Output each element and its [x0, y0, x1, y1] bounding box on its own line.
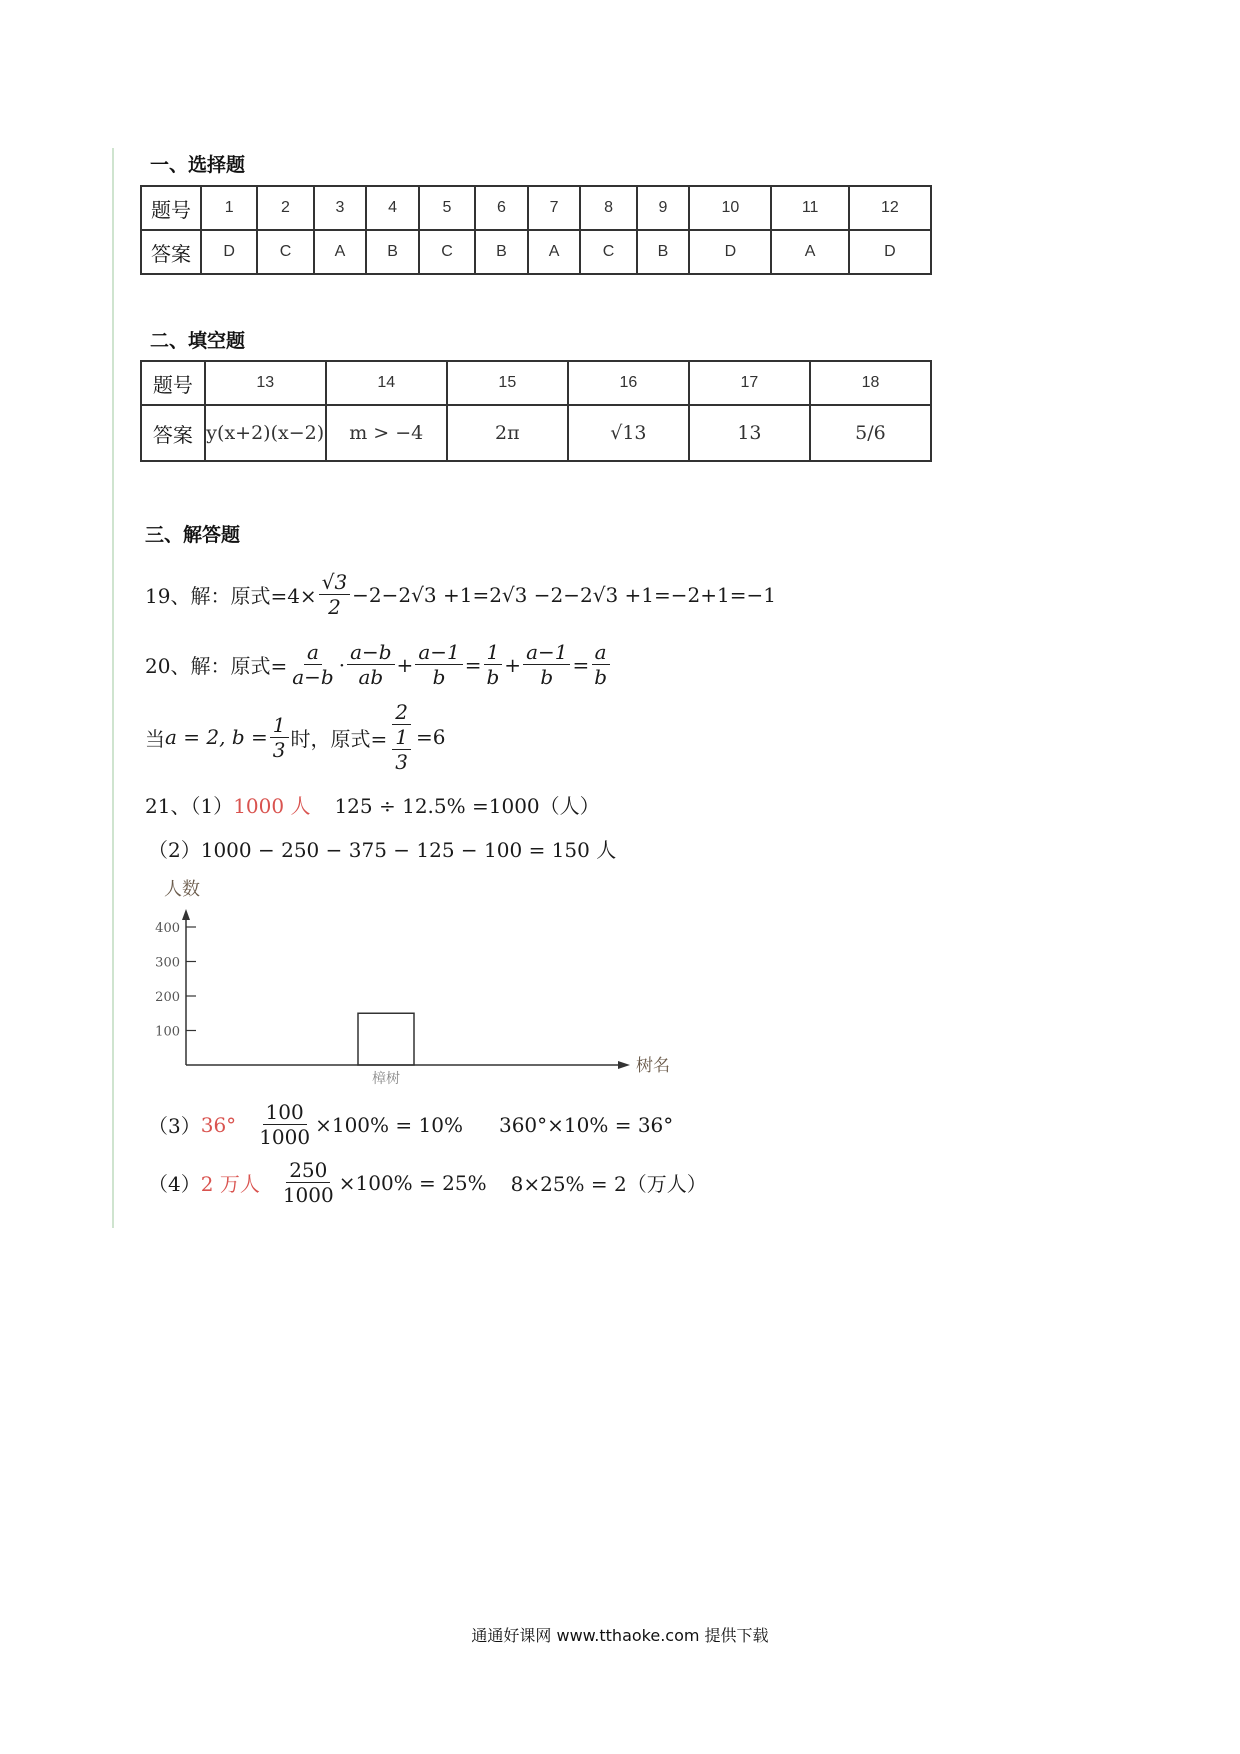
choice-number-cell-10: 10 [689, 186, 771, 230]
q21-1-work: 125 ÷ 12.5% =1000（人） [334, 794, 600, 818]
choice-answer-cell-11: A [771, 230, 848, 274]
q19-f1-num: √3 [319, 570, 350, 595]
q20b-r-den-den: 3 [395, 750, 408, 774]
fill-number-cell-6: 18 [810, 361, 931, 405]
choice-answer-cell-6: B [475, 230, 528, 274]
q20-eq1: = [464, 652, 482, 677]
q20b-b-frac [270, 713, 289, 762]
row-head-answer: 答案 [141, 405, 205, 461]
y-tick-label: 100 [155, 1024, 180, 1040]
q19-fraction [319, 570, 350, 619]
q20-f1 [289, 640, 336, 689]
q20-f6 [591, 640, 610, 689]
q21-3-rest: ×100% = 10% [315, 1112, 463, 1137]
q21-4-f-num: 250 [286, 1158, 330, 1183]
x-axis-label: 树名 [636, 1056, 670, 1076]
q20-plus: + [396, 652, 414, 677]
row-head-number: 题号 [141, 361, 205, 405]
fill-number-cell-4: 16 [568, 361, 689, 405]
q20-f3-num: a−1 [415, 640, 462, 665]
choice-answer-table [140, 185, 932, 275]
section2-title: 二、填空题 [150, 330, 246, 352]
q20b-r-den-frac [392, 725, 411, 774]
q20-f3-den: b [432, 665, 446, 689]
bar-chart [140, 875, 680, 1090]
choice-number-cell-3: 3 [314, 186, 367, 230]
choice-answer-cell-10: D [689, 230, 771, 274]
q20b-r-den [389, 725, 414, 774]
fill-number-cell-5: 17 [689, 361, 810, 405]
q21-4-fraction [280, 1158, 337, 1207]
choice-answer-cell-4: B [366, 230, 419, 274]
section3-title: 三、解答题 [145, 524, 241, 546]
q19-f1-den: 2 [328, 595, 341, 619]
choice-answer-cell-7: A [528, 230, 581, 274]
q20-f2-den: ab [358, 665, 384, 689]
bar [358, 1013, 414, 1065]
x-axis-arrow [618, 1061, 630, 1069]
footer-text: 通通好课网 www.tthaoke.com 提供下载 [471, 1626, 769, 1645]
choice-answer-cell-1: D [201, 230, 257, 274]
q21-3-prefix: （3） [148, 1114, 201, 1138]
q21-1-prefix: 21、（1） [145, 794, 234, 818]
choice-number-cell-4: 4 [366, 186, 419, 230]
q20-f2 [347, 640, 394, 689]
q20b-r-num: 2 [392, 700, 411, 725]
fill-answer-cell-6: 5/6 [810, 405, 931, 461]
choice-number-cell-7: 7 [528, 186, 581, 230]
q20-f5-den: b [540, 665, 554, 689]
q20-f4-num: 1 [484, 640, 503, 665]
row-head-number: 题号 [141, 186, 201, 230]
margin-line [112, 148, 114, 1228]
q21-2-text: （2）1000 − 250 − 375 − 125 − 100 = 150 人 [148, 838, 617, 862]
row-head-answer: 答案 [141, 230, 201, 274]
q21-4-prefix: （4） [148, 1172, 201, 1196]
q21-4-f-den: 1000 [282, 1183, 334, 1207]
q20-eq2: = [572, 652, 590, 677]
q20b-cond: a = 2, b = [165, 725, 268, 749]
q20b-prefix: 当 [145, 726, 165, 751]
fill-answer-table [140, 360, 932, 462]
section1-title: 一、选择题 [150, 154, 246, 176]
q21-3-line [148, 1100, 673, 1149]
fill-answer-cell-5: 13 [689, 405, 810, 461]
choice-number-cell-6: 6 [475, 186, 528, 230]
q20-f5-num: a−1 [523, 640, 570, 665]
q21-3-f-den: 1000 [259, 1125, 311, 1149]
q21-2-line [148, 834, 616, 863]
y-axis-label: 人数 [164, 879, 200, 900]
choice-answer-cell-8: C [580, 230, 636, 274]
choice-answer-cell-5: C [419, 230, 475, 274]
x-category-label: 樟树 [372, 1071, 400, 1087]
q20-prefix: 20、解：原式= [145, 654, 288, 678]
fill-number-cell-3: 15 [447, 361, 568, 405]
q21-1-answer: 1000 人 [233, 794, 311, 818]
choice-number-cell-5: 5 [419, 186, 475, 230]
fill-answer-cell-2: m > −4 [326, 405, 447, 461]
q20-f6-num: a [592, 640, 610, 665]
q20b-mid: 时，原式= [290, 726, 388, 751]
q20-dot: · [338, 652, 346, 677]
q21-4-line [148, 1158, 707, 1207]
q20b-result-frac [389, 700, 414, 774]
q20-f3 [415, 640, 462, 689]
q20-f1-den: a−b [292, 665, 334, 689]
q19-rest: −2−2√3 +1=2√3 −2−2√3 +1=−2+1=−1 [352, 582, 776, 607]
q20-f4 [483, 640, 502, 689]
y-tick-label: 400 [155, 921, 180, 936]
q20-condition-line [145, 700, 445, 774]
q20-f6-den: b [594, 665, 608, 689]
choice-answer-cell-12: D [849, 230, 931, 274]
y-axis-arrow [182, 909, 190, 920]
choice-answer-cell-3: A [314, 230, 367, 274]
fill-answer-cell-1: y(x+2)(x−2) [205, 405, 326, 461]
choice-number-cell-12: 12 [849, 186, 931, 230]
fill-number-cell-1: 13 [205, 361, 326, 405]
q21-4-rest: ×100% = 25% [338, 1170, 487, 1195]
q20-f4-den: b [486, 665, 500, 689]
q21-1-line [145, 790, 600, 819]
q21-3-answer: 36° [200, 1112, 237, 1137]
choice-number-cell-9: 9 [637, 186, 690, 230]
q21-3-f-num: 100 [263, 1100, 307, 1125]
q21-4-work: 8×25% = 2（万人） [510, 1172, 707, 1196]
q20-plus2: + [504, 652, 522, 677]
q20-f2-num: a−b [347, 640, 394, 665]
q19-prefix: 19、解：原式=4× [145, 584, 317, 608]
q21-3-fraction [256, 1100, 313, 1149]
q20b-result: =6 [416, 725, 446, 749]
y-tick-label: 200 [155, 990, 180, 1005]
choice-number-cell-11: 11 [771, 186, 848, 230]
fill-answer-cell-4: √13 [568, 405, 689, 461]
q20-line [145, 640, 612, 689]
choice-answer-cell-2: C [257, 230, 313, 274]
q21-4-answer: 2 万人 [200, 1172, 260, 1196]
choice-number-cell-2: 2 [257, 186, 313, 230]
y-tick-label: 300 [155, 955, 180, 971]
q19-line [145, 570, 776, 619]
fill-answer-cell-3: 2π [447, 405, 568, 461]
choice-number-cell-8: 8 [580, 186, 636, 230]
q21-3-work: 360°×10% = 36° [498, 1112, 674, 1137]
q20b-r-den-num: 1 [392, 725, 411, 750]
choice-answer-cell-9: B [637, 230, 690, 274]
q20b-b-num: 1 [270, 713, 289, 738]
fill-number-cell-2: 14 [326, 361, 447, 405]
choice-number-cell-1: 1 [201, 186, 257, 230]
q20-f1-num: a [304, 640, 322, 665]
q20b-b-den: 3 [272, 737, 286, 762]
q20-f5 [523, 640, 570, 689]
